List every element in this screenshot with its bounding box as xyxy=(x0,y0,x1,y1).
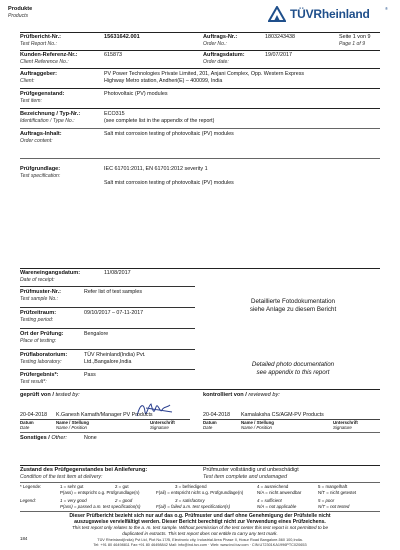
place-label-en: Place of testing: xyxy=(20,338,57,344)
rule-lab xyxy=(20,349,195,350)
result-label-en: Test result*: xyxy=(20,379,47,385)
tested-date-col-en: Date xyxy=(20,425,30,430)
order-date-label-en: Order date: xyxy=(203,59,229,65)
report-no-label: Prüfbericht-Nr.: xyxy=(20,34,62,40)
rule-top xyxy=(20,32,380,33)
rule-disclaimer xyxy=(20,511,380,512)
rule-client xyxy=(20,68,380,69)
reviewed-by-label-de: kontrolliert von xyxy=(203,392,244,398)
lab-label-en: Testing laboratory: xyxy=(20,359,62,365)
order-content-label-en: Order content: xyxy=(20,138,53,144)
rule-specification xyxy=(20,158,380,159)
legend-row3-c4: 4 = sufficient xyxy=(257,498,282,503)
rule-period xyxy=(20,307,195,308)
sample-label-en: Test sample No.: xyxy=(20,296,59,302)
test-item-value: Photovoltaic (PV) modules xyxy=(104,91,168,97)
page-de: Seite 1 von 9 xyxy=(339,34,371,40)
tested-by-date: 20-04-2018 xyxy=(20,412,48,418)
identification-line1: ECO315 xyxy=(104,111,125,117)
rule-other xyxy=(20,432,380,433)
page-en: Page 1 of 9 xyxy=(339,41,366,47)
specification-line1: IEC 61701:2011, EN 61701:2012 severity 1 xyxy=(104,166,208,172)
footer xyxy=(0,538,400,548)
legend-label-de: * Legende: xyxy=(20,484,42,489)
other-value: None xyxy=(84,435,97,441)
brand-name: TÜVRheinland xyxy=(290,7,370,21)
tested-date-col-de: Datum xyxy=(20,420,34,425)
disclaimer xyxy=(20,513,380,537)
other-label-de: Sonstiges xyxy=(20,435,47,441)
reviewed-name-col-en: Name / Position xyxy=(241,425,272,430)
legend-row1-c1: 1 = sehr gut xyxy=(60,484,84,489)
place-value: Bengalore xyxy=(84,331,109,337)
order-date-value: 19/07/2017 xyxy=(265,52,292,58)
order-content-value: Salt mist corrosion testing of photovoltaic (PV) modules xyxy=(104,131,234,137)
disclaimer-de-line2: auszugsweise vervielfältigt werden. Dieser Bericht berechtigt nicht zur Verwendung eines Prüfzeichens. xyxy=(74,519,326,525)
rule-receipt xyxy=(20,268,380,269)
legend-row4-c3: N/A = not applicable xyxy=(257,504,297,509)
rule-sample xyxy=(20,286,195,287)
legend-row3-c3: 3 = satisfactory xyxy=(175,498,205,503)
tested-sig-col xyxy=(150,420,175,430)
tuv-logo xyxy=(268,6,392,22)
legend-row3-c5: 5 = poor xyxy=(318,498,335,503)
legend-row1-c4: 4 = ausreichend xyxy=(257,484,289,489)
report-no-label-en: Test Report No.: xyxy=(20,41,57,47)
period-value: 09/10/2017 – 07-11-2017 xyxy=(84,310,144,316)
tested-date-col xyxy=(20,420,34,430)
tested-name-col-de: Name / Stellung xyxy=(56,420,89,425)
doc-type-en: Products xyxy=(8,13,29,19)
rule-result xyxy=(20,369,195,370)
rule-tested-by xyxy=(20,389,380,390)
rule-legend xyxy=(20,482,380,483)
reviewed-by-label-en: reviewed by: xyxy=(248,392,280,398)
order-no-label: Auftrags-Nr.: xyxy=(203,34,238,40)
doc-type-de: Produkte xyxy=(8,6,33,12)
lab-line1: TÜV Rheinland(India) Pvt. xyxy=(84,352,146,358)
tested-by-label-en: tested by: xyxy=(55,392,80,398)
condition-label: Zustand des Prüfgegenstandes bei Anlieferung: xyxy=(20,467,148,473)
condition-value-en: Test item complete and undamaged xyxy=(203,474,288,480)
receipt-label: Wareneingangsdatum: xyxy=(20,270,81,276)
condition-label-en: Condition of the test item at delivery: xyxy=(20,474,103,480)
legend-row4-c2: F(ail) = failed a.m. test specification(s) xyxy=(156,504,231,509)
receipt-value: 11/08/2017 xyxy=(104,270,131,276)
client-label-en: Client: xyxy=(20,78,35,84)
reviewed-sig-col-en: Signature xyxy=(333,425,352,430)
condition-value-de: Prüfmuster vollständig und unbeschädigt xyxy=(203,467,299,473)
brand-registered: ® xyxy=(385,6,388,11)
legend-row4-c4: N/T = not tested xyxy=(318,504,350,509)
rule-order-content xyxy=(20,128,380,129)
sample-value: Refer list of test samples xyxy=(84,289,142,295)
identification-line2: (see complete list in the appendix of the report) xyxy=(104,118,215,124)
legend-row3-c2: 2 = good xyxy=(115,498,133,503)
rule-condition xyxy=(20,465,380,466)
legend-row3-c1: 1 = very good xyxy=(60,498,87,503)
lab-line2: Ltd.,Bangalore,India xyxy=(84,359,132,365)
header xyxy=(0,0,400,30)
reviewed-date-col-de: Datum xyxy=(203,420,217,425)
order-no-label-en: Order No.: xyxy=(203,41,227,47)
receipt-label-en: Date of receipt: xyxy=(20,277,55,283)
report-no-value: 15631642.001 xyxy=(104,34,140,40)
tested-name-col-en: Name / Position xyxy=(56,425,87,430)
disclaimer-de-line1: Dieser Prüfbericht bezieht sich nur auf das o.g. Prüfmuster und darf ohne Genehmigung der Prüfstelle nicht xyxy=(69,513,331,519)
client-line1: PV Power Technologies Private Limited, 201, Anjani Complex, Opp. Western Express xyxy=(104,71,305,77)
legend-row1-c2: 2 = gut xyxy=(115,484,129,489)
tested-name-col xyxy=(56,420,89,430)
reviewed-date-col xyxy=(203,420,217,430)
rule-place xyxy=(20,328,195,329)
identification-label-en: Identification / Type No.: xyxy=(20,118,75,124)
client-line2: Highway Metro station, Andheri(E) – 400099, India xyxy=(104,78,223,84)
period-label-en: Testing period: xyxy=(20,317,54,323)
footer-line2: Tel: +91 80 46498811 Fax:+91 80 46498842 Mail: info@ind.tuv.com · Web: www.ind.tuv.com · CIN:U72301KA1996PTC020653 xyxy=(93,543,307,547)
tested-by-label: geprüft von / tested by: xyxy=(20,392,80,398)
tested-sig-col-en: Signature xyxy=(150,425,169,430)
photo-doc-de xyxy=(228,298,358,314)
order-no-value: 1803243438 xyxy=(265,34,295,40)
photo-doc-en-line2: see appendix to this report xyxy=(256,369,330,376)
other-label: Sonstiges / Other: xyxy=(20,435,67,441)
reviewed-by-name: Kamalaksha CS/AGM-PV Products xyxy=(241,412,324,418)
reviewed-name-col xyxy=(241,420,274,430)
order-content-label: Auftrags-Inhalt: xyxy=(20,131,62,137)
legend-row2-c4: N/T = nicht getestet xyxy=(318,490,357,495)
client-label: Auftraggeber: xyxy=(20,71,57,77)
client-ref-label: Kunden-Referenz-Nr.: xyxy=(20,52,78,58)
result-label: Prüfergebnis*: xyxy=(20,372,59,378)
photo-doc-en xyxy=(228,361,358,377)
tested-by-label-de: geprüft von xyxy=(20,392,51,398)
rule-client-ref xyxy=(20,50,380,51)
test-item-label: Prüfgegenstand: xyxy=(20,91,65,97)
legend-row4-c1: P(ass) = passed a.m. test specification(s) xyxy=(60,504,141,509)
reviewed-by-label: kontrolliert von / reviewed by: xyxy=(203,392,280,398)
legend-row1-c3: 3 = befriedigend xyxy=(175,484,207,489)
legend-row2-c2: F(ail) = entspricht nicht o.g. Prüfgrundlage(n) xyxy=(156,490,244,495)
reviewed-sig-col xyxy=(333,420,358,430)
result-value: Pass xyxy=(84,372,96,378)
reviewed-date-col-en: Date xyxy=(203,425,213,430)
legend-row2-c3: N/A = nicht anwendbar xyxy=(257,490,302,495)
disclaimer-en-line1: This test report only relates to the a. m. test sample. Without permission of the test center this test report is not permitted to be xyxy=(71,525,329,530)
form-code: 184 xyxy=(20,536,28,541)
tested-by-name: K.Ganesh Kamath/Manager PV Products xyxy=(56,412,153,418)
rule-identification xyxy=(20,108,380,109)
specification-line2: Salt mist corrosion testing of photovoltaic (PV) modules xyxy=(104,180,234,186)
photo-doc-de-line2: siehe Anlage zu diesem Bericht xyxy=(249,306,337,313)
photo-doc-de-line1: Detaillierte Fotodokumentation xyxy=(251,298,335,305)
other-label-en: Other: xyxy=(51,435,67,441)
specification-label: Prüfgrundlage: xyxy=(20,166,61,172)
rule-test-item xyxy=(20,88,380,89)
tested-sig-col-de: Unterschrift xyxy=(150,420,175,425)
place-label: Ort der Prüfung: xyxy=(20,331,64,337)
legend-row1-c5: 5 = mangelhaft xyxy=(318,484,348,489)
client-ref-label-en: Client Reference No.: xyxy=(20,59,69,65)
lab-label: Prüflaboratorium: xyxy=(20,352,68,358)
legend-row2-c1: P(ass) = entspricht o.g. Prüfgrundlage(n) xyxy=(60,490,140,495)
order-date-label: Auftragsdatum: xyxy=(203,52,245,58)
specification-label-en: Test specification: xyxy=(20,173,61,179)
reviewed-name-col-de: Name / Stellung xyxy=(241,420,274,425)
test-item-label-en: Test item: xyxy=(20,98,42,104)
reviewed-sig-col-de: Unterschrift xyxy=(333,420,358,425)
period-label: Prüfzeitraum: xyxy=(20,310,57,316)
legend-label-en: Legend: xyxy=(20,498,36,503)
tuv-triangle-icon xyxy=(268,6,286,22)
photo-doc-en-line1: Detailed photo documentation xyxy=(251,361,335,368)
reviewed-by-date: 20-04-2018 xyxy=(203,412,231,418)
sample-label: Prüfmuster-Nr.: xyxy=(20,289,62,295)
identification-label: Bezeichnung / Typ-Nr.: xyxy=(20,111,81,117)
client-ref-value: 615873 xyxy=(104,52,122,58)
footer-line1: TÜV Rheinland(India) Pvt Ltd, Plot No.17/B, Electronic city, Industrial Area Phase II, Hosur Road Bangalore-560 100,India. xyxy=(97,538,303,542)
disclaimer-en-line2: duplicated in extracts. This test report does not entitle to carry any test mark. xyxy=(122,531,278,536)
